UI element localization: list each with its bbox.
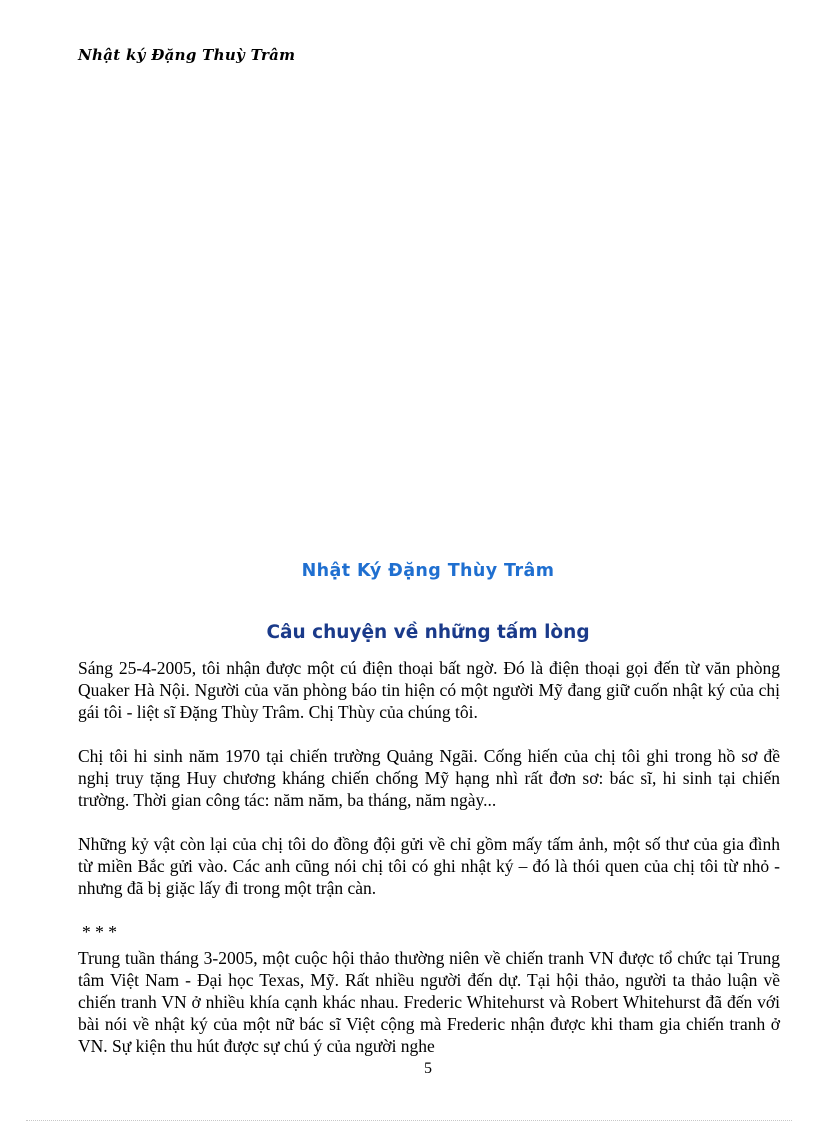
paragraph-4: Trung tuần tháng 3-2005, một cuộc hội thảo thường niên về chiến tranh VN được tổ chức tại Trung tâm Việt Nam - Đại học Texas, Mỹ. Rất nhiều người đến dự. Tại hội thảo, người ta thảo luận về chiến tranh VN ở nhiều khía cạnh khác nhau. Frederic Whitehurst và Robert Whitehurst đã đến với bài nói về nhật ký của một nữ bác sĩ Việt cộng mà Frederic nhận được khi tham gia chiến tranh ở VN. Sự kiện thu hút được sự chú ý của người nghe (78, 948, 780, 1056)
footer-divider (26, 1120, 792, 1121)
page-number: 5 (424, 1060, 432, 1077)
paragraph-3: Những kỷ vật còn lại của chị tôi do đồng đội gửi về chỉ gồm mấy tấm ảnh, một số thư của gia đình từ miền Bắc gửi vào. Các anh cũng nói chị tôi có ghi nhật ký – đó là thói quen của chị tôi từ nhỏ - nhưng đã bị giặc lấy đi trong một trận càn. (78, 834, 780, 898)
article-body (78, 657, 780, 1057)
document-title: Nhật Ký Đặng Thùy Trâm (301, 561, 555, 581)
paragraph-1: Sáng 25-4-2005, tôi nhận được một cú điện thoại bất ngờ. Đó là điện thoại gọi đến từ văn phòng Quaker Hà Nội. Người của văn phòng báo tin hiện có một người Mỹ đang giữ cuốn nhật ký của chị gái tôi - liệt sĩ Đặng Thùy Trâm. Chị Thùy của chúng tôi. (78, 658, 780, 722)
paragraph-2: Chị tôi hi sinh năm 1970 tại chiến trường Quảng Ngãi. Cống hiến của chị tôi ghi trong hồ sơ đề nghị truy tặng Huy chương kháng chiến chống Mỹ hạng nhì rất đơn sơ: bác sĩ, hi sinh tại chiến trường. Thời gian công tác: năm năm, ba tháng, năm ngày... (78, 746, 780, 810)
section-separator: * * * (82, 922, 117, 942)
running-header-title: Nhật ký Đặng Thuỳ Trâm (78, 46, 296, 64)
document-subtitle: Câu chuyện về những tấm lòng (266, 622, 590, 643)
